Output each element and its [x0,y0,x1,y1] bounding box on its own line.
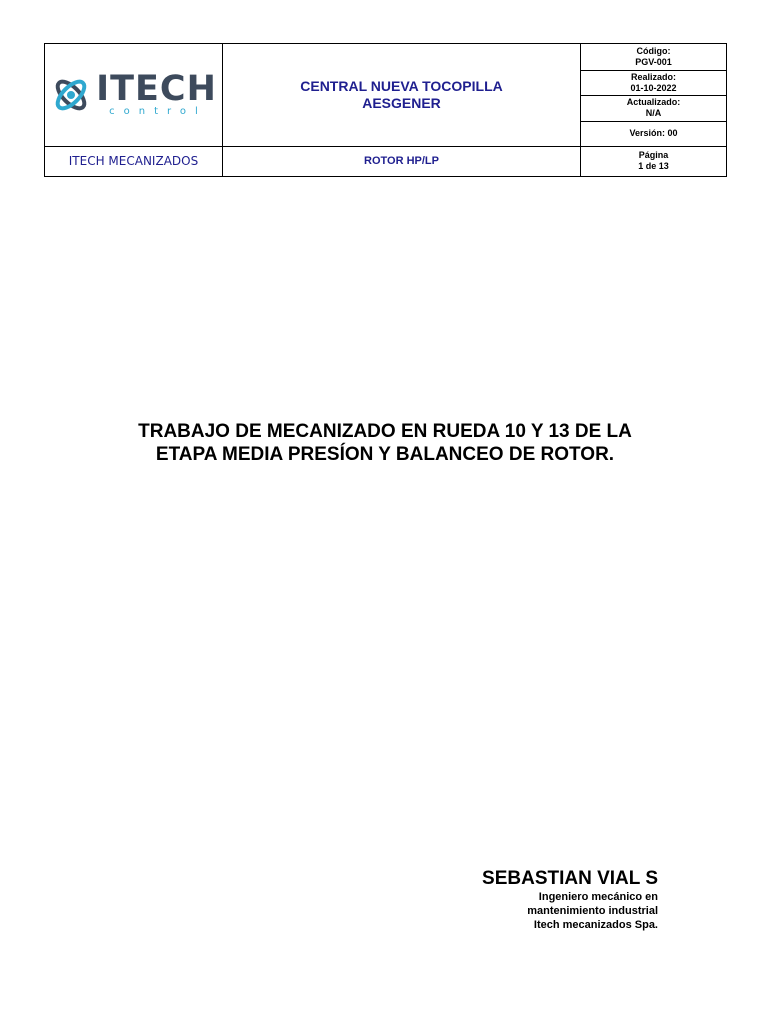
document-header-table [44,43,727,177]
codigo-cell [581,44,727,71]
document-title-line2: ETAPA MEDIA PRESÍON Y BALANCEO DE ROTOR. [155,444,615,465]
codigo-label: Código: [636,46,671,57]
atom-icon [50,74,92,116]
actualizado-cell [581,96,727,121]
pagina-label: Página [638,150,669,161]
pagina-value: 1 de 13 [638,161,669,172]
author-role-line1: Ingeniero mecánico en [538,891,658,903]
actualizado-value: N/A [645,108,662,119]
document-title-line1: TRABAJO DE MECANIZADO EN RUEDA 10 Y 13 DE LA [138,421,632,442]
logo-subtitle: control [109,105,207,117]
document-title [60,420,710,466]
version-text: Versión: 00 [629,128,678,139]
logo-cell [45,44,223,147]
project-name-line1: CENTRAL NUEVA TOCOPILLA [300,77,503,94]
actualizado-label: Actualizado: [626,97,681,108]
project-name-line2: AESGENER [362,94,441,111]
author-name: SEBASTIAN VIAL S [482,868,658,889]
realizado-cell [581,71,727,96]
section-name: ROTOR HP/LP [223,146,581,176]
realizado-value: 01-10-2022 [630,83,677,94]
realizado-label: Realizado: [630,72,676,83]
codigo-value: PGV-001 [635,57,672,68]
project-cell [223,44,581,147]
logo-word: ITECH [96,68,217,109]
company-name: ITECH MECANIZADOS [45,146,223,176]
version-cell [581,121,727,146]
author-role-line3: Itech mecanizados Spa. [533,919,658,931]
pagina-cell [581,146,727,176]
author-block [482,867,658,932]
author-role-line2: mantenimiento industrial [527,905,658,917]
company-logo [45,44,222,146]
